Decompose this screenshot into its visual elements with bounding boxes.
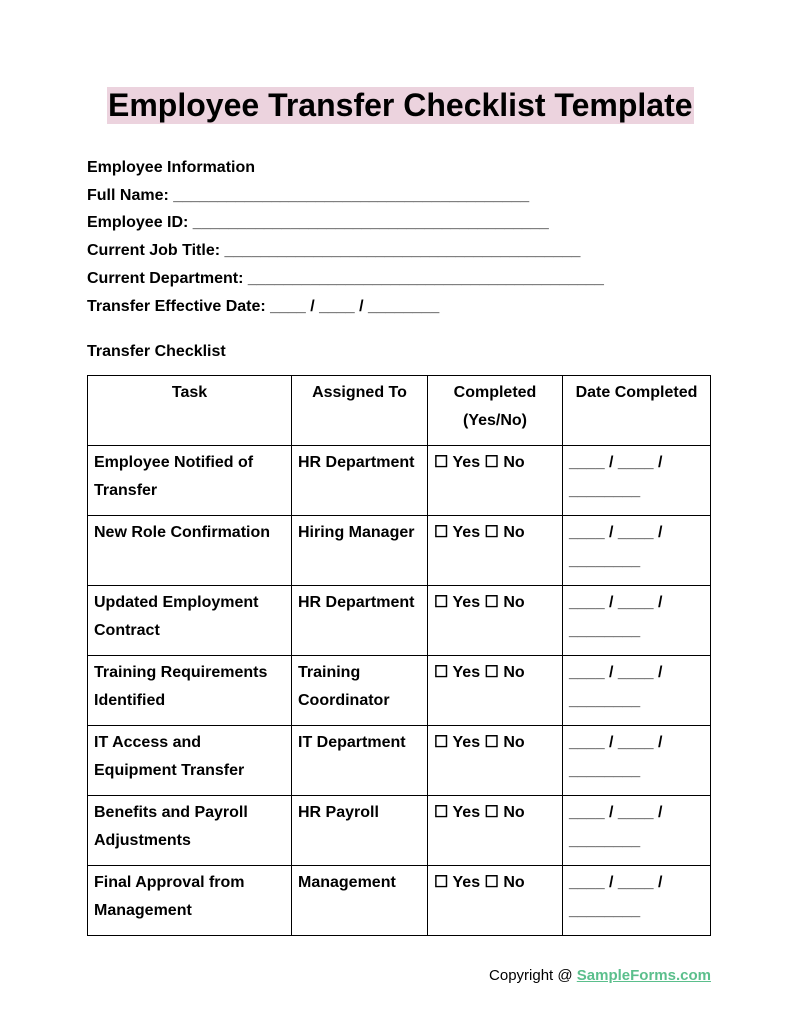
column-header-date: Date Completed: [563, 376, 711, 446]
table-row: [88, 866, 711, 936]
task-cell: Training Requirements Identified: [88, 656, 292, 726]
employee-info-heading: Employee Information: [87, 159, 256, 176]
task-cell: Final Approval from Management: [88, 866, 292, 936]
assigned-cell: IT Department: [292, 726, 428, 796]
table-row: [88, 796, 711, 866]
assigned-cell: HR Department: [292, 446, 428, 516]
table-row: [88, 656, 711, 726]
column-header-task: Task: [88, 376, 292, 446]
completed-checkboxes[interactable]: ☐ Yes ☐ No: [428, 866, 563, 936]
date-completed-field[interactable]: ____ / ____ / ________: [563, 656, 711, 726]
completed-checkboxes[interactable]: ☐ Yes ☐ No: [428, 726, 563, 796]
date-completed-field[interactable]: ____ / ____ / ________: [563, 866, 711, 936]
assigned-cell: Hiring Manager: [292, 516, 428, 586]
task-cell: Updated Employment Contract: [88, 586, 292, 656]
date-completed-field[interactable]: ____ / ____ / ________: [563, 586, 711, 656]
effective-date-field[interactable]: Transfer Effective Date: ____ / ____ / ________: [87, 297, 440, 315]
department-field[interactable]: Current Department: ________________________________________: [87, 269, 604, 287]
table-row: [88, 516, 711, 586]
checklist-table: [87, 375, 711, 936]
completed-checkboxes[interactable]: ☐ Yes ☐ No: [428, 446, 563, 516]
completed-checkboxes[interactable]: ☐ Yes ☐ No: [428, 586, 563, 656]
task-cell: IT Access and Equipment Transfer: [88, 726, 292, 796]
assigned-cell: HR Department: [292, 586, 428, 656]
sampleforms-link[interactable]: SampleForms.com: [576, 967, 711, 984]
employee-information: [87, 154, 604, 320]
assigned-cell: Training Coordinator: [292, 656, 428, 726]
date-completed-field[interactable]: ____ / ____ / ________: [563, 796, 711, 866]
task-cell: Benefits and Payroll Adjustments: [88, 796, 292, 866]
table-row: [88, 446, 711, 516]
table-row: [88, 726, 711, 796]
footer: [489, 967, 711, 984]
date-completed-field[interactable]: ____ / ____ / ________: [563, 516, 711, 586]
employee-id-field[interactable]: Employee ID: ________________________________________: [87, 214, 549, 232]
copyright-text: Copyright @: [489, 967, 577, 984]
completed-checkboxes[interactable]: ☐ Yes ☐ No: [428, 656, 563, 726]
assigned-cell: HR Payroll: [292, 796, 428, 866]
column-header-completed: Completed (Yes/No): [428, 376, 563, 446]
completed-checkboxes[interactable]: ☐ Yes ☐ No: [428, 796, 563, 866]
full-name-field[interactable]: Full Name: ________________________________________: [87, 186, 530, 204]
table-row: [88, 586, 711, 656]
date-completed-field[interactable]: ____ / ____ / ________: [563, 446, 711, 516]
assigned-cell: Management: [292, 866, 428, 936]
task-cell: Employee Notified of Transfer: [88, 446, 292, 516]
column-header-assigned: Assigned To: [292, 376, 428, 446]
checklist-heading: Transfer Checklist: [87, 343, 226, 360]
completed-checkboxes[interactable]: ☐ Yes ☐ No: [428, 516, 563, 586]
task-cell: New Role Confirmation: [88, 516, 292, 586]
job-title-field[interactable]: Current Job Title: ________________________________________: [87, 242, 581, 260]
page-title: Employee Transfer Checklist Template: [108, 87, 693, 123]
date-completed-field[interactable]: ____ / ____ / ________: [563, 726, 711, 796]
